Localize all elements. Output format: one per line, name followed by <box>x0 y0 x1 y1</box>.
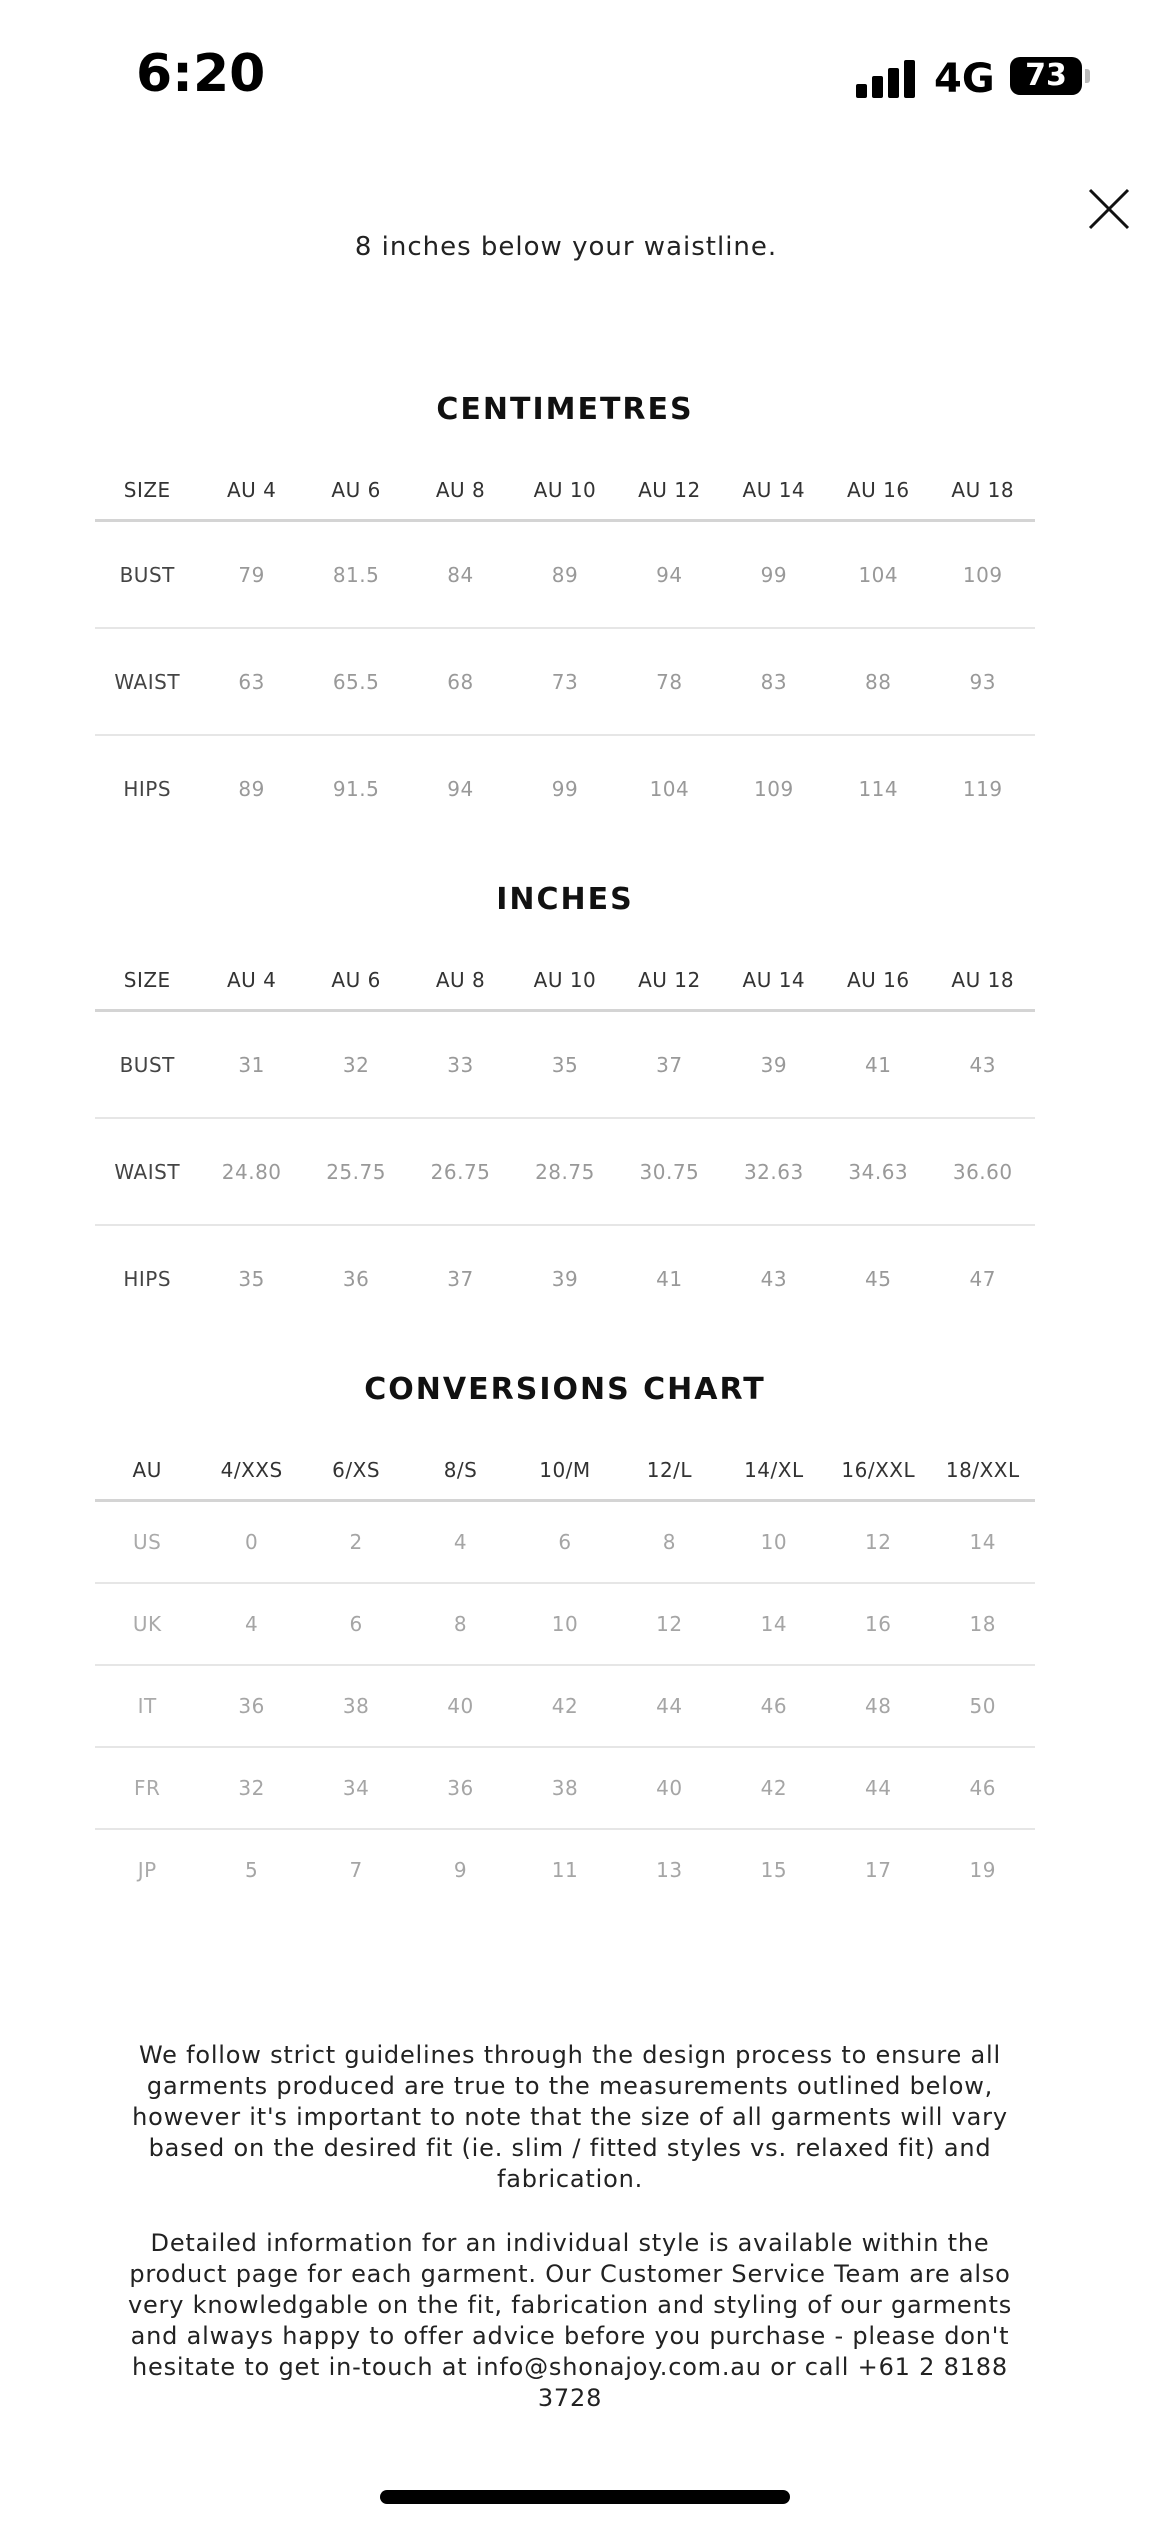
table-cell: 36.60 <box>931 1118 1036 1225</box>
home-indicator[interactable] <box>380 2490 790 2504</box>
centimetres-title: CENTIMETRES <box>436 392 694 427</box>
column-header: AU 14 <box>722 461 826 521</box>
close-icon <box>1086 186 1132 232</box>
table-cell: 109 <box>931 521 1036 629</box>
table-cell: 37 <box>447 1266 474 1291</box>
table-cell: 68 <box>408 628 512 735</box>
table-cell: 33 <box>408 1011 512 1119</box>
table-cell: 94 <box>447 776 474 801</box>
table-cell: 42 <box>513 1665 617 1747</box>
table-cell: 46 <box>722 1665 826 1747</box>
table-cell: 36 <box>199 1665 303 1747</box>
battery-icon <box>1010 57 1082 95</box>
table-cell: 73 <box>513 628 617 735</box>
signal-icon <box>856 58 916 98</box>
table-cell: 114 <box>858 776 899 801</box>
table-cell: 12 <box>826 1501 930 1584</box>
lead-text: 8 inches below your waistline. <box>354 232 778 262</box>
table-cell: 89 <box>513 521 617 629</box>
table-row <box>95 1118 1035 1225</box>
table-cell: 8 <box>408 1583 512 1665</box>
table-cell: 40 <box>408 1665 512 1747</box>
table-cell: 10 <box>722 1501 826 1584</box>
table-cell: 99 <box>551 776 579 801</box>
table-row <box>95 1665 1035 1747</box>
table-cell: 11 <box>551 1858 579 1882</box>
table-cell: 34 <box>304 1747 408 1829</box>
column-header: AU 16 <box>826 461 930 521</box>
column-header: AU 8 <box>408 461 512 521</box>
table-cell: 6 <box>513 1501 617 1584</box>
customer-service-text: Detailed information for an individual style is available within the product page for each garment. Our Customer Service Team are also very knowledgable on the fit, fabrication and styling of our garments and always happy to offer advice before you purchase - please don't hesitate to get in-touch at info@shonajoy.com.au or call +61 2 8188 3728 <box>127 2229 1013 2412</box>
column-header: AU 14 <box>722 951 826 1011</box>
table-header-row <box>95 1441 1035 1501</box>
table-cell: 31 <box>199 1011 303 1119</box>
column-header: 12/L <box>617 1441 721 1501</box>
table-cell: 46 <box>931 1747 1036 1829</box>
row-label: HIPS <box>123 776 172 801</box>
column-header: AU 4 <box>199 461 303 521</box>
column-header: AU 6 <box>304 951 408 1011</box>
column-header: AU 16 <box>826 951 930 1011</box>
row-label: WAIST <box>95 1118 199 1225</box>
table-cell: 15 <box>760 1858 788 1882</box>
table-header-row <box>95 951 1035 1011</box>
table-header-row <box>95 461 1035 521</box>
table-cell: 35 <box>513 1011 617 1119</box>
column-header: SIZE <box>95 951 199 1011</box>
close-button[interactable] <box>1086 186 1132 232</box>
fit-guidelines-text: We follow strict guidelines through the design process to ensure all garments produced are true to the measurements outlined below, however it's important to note that the size of all garments will vary based on the desired fit (ie. slim / fitted styles vs. relaxed fit) and fabrication. <box>132 2041 1008 2193</box>
table-cell: 43 <box>931 1011 1036 1119</box>
column-header: AU 18 <box>931 951 1036 1011</box>
column-header: AU 10 <box>513 951 617 1011</box>
table-cell: 89 <box>238 776 265 801</box>
table-cell: 6 <box>304 1583 408 1665</box>
table-row <box>95 1011 1035 1119</box>
table-cell: 36 <box>408 1747 512 1829</box>
row-label: BUST <box>95 521 199 629</box>
table-cell: 44 <box>826 1747 930 1829</box>
table-cell: 40 <box>617 1747 721 1829</box>
table-cell: 10 <box>513 1583 617 1665</box>
battery-level: 73 <box>1025 58 1067 93</box>
table-row <box>95 628 1035 735</box>
table-cell: 35 <box>238 1266 265 1291</box>
table-cell: 32 <box>199 1747 303 1829</box>
table-cell: 16 <box>826 1583 930 1665</box>
table-cell: 5 <box>245 1858 259 1882</box>
column-header: 18/XXL <box>931 1441 1036 1501</box>
table-cell: 8 <box>617 1501 721 1584</box>
conversions-title: CONVERSIONS CHART <box>364 1372 766 1407</box>
row-label: UK <box>95 1583 199 1665</box>
table-cell: 38 <box>513 1747 617 1829</box>
table-cell: 7 <box>349 1858 363 1882</box>
column-header: 6/XS <box>304 1441 408 1501</box>
conversions-section <box>95 1372 1035 1910</box>
table-cell: 44 <box>617 1665 721 1747</box>
row-label: WAIST <box>95 628 199 735</box>
table-cell: 48 <box>826 1665 930 1747</box>
column-header: AU 4 <box>199 951 303 1011</box>
table-cell: 88 <box>826 628 930 735</box>
table-cell: 84 <box>408 521 512 629</box>
table-row <box>95 1583 1035 1665</box>
table-cell: 94 <box>617 521 721 629</box>
column-header: AU 8 <box>408 951 512 1011</box>
table-cell: 13 <box>656 1858 683 1882</box>
table-cell: 19 <box>969 1858 996 1882</box>
column-header: AU 6 <box>304 461 408 521</box>
table-cell: 104 <box>649 776 690 801</box>
table-cell: 4 <box>199 1583 303 1665</box>
table-row <box>95 1747 1035 1829</box>
table-cell: 26.75 <box>408 1118 512 1225</box>
table-cell: 38 <box>304 1665 408 1747</box>
table-cell: 63 <box>199 628 303 735</box>
table-cell: 0 <box>199 1501 303 1584</box>
table-cell: 99 <box>722 521 826 629</box>
row-label: FR <box>95 1747 199 1829</box>
table-cell: 28.75 <box>513 1118 617 1225</box>
table-cell: 39 <box>551 1266 579 1291</box>
table-cell: 37 <box>617 1011 721 1119</box>
table-cell: 41 <box>826 1011 930 1119</box>
table-cell: 25.75 <box>304 1118 408 1225</box>
column-header: 16/XXL <box>826 1441 930 1501</box>
row-label: JP <box>137 1858 157 1882</box>
table-cell: 39 <box>722 1011 826 1119</box>
table-cell: 109 <box>754 776 794 801</box>
table-cell: 79 <box>199 521 303 629</box>
column-header: 8/S <box>408 1441 512 1501</box>
table-row <box>95 1829 1035 1910</box>
table-cell: 83 <box>722 628 826 735</box>
table-cell: 41 <box>656 1266 683 1291</box>
table-cell: 17 <box>865 1858 892 1882</box>
inches-table <box>95 951 1035 1331</box>
status-time: 6:20 <box>136 44 266 104</box>
column-header: 4/XXS <box>199 1441 303 1501</box>
inches-title: INCHES <box>496 882 634 917</box>
column-header: AU 12 <box>617 951 721 1011</box>
table-cell: 30.75 <box>617 1118 721 1225</box>
table-cell: 119 <box>962 776 1003 801</box>
row-label: HIPS <box>123 1266 172 1291</box>
table-cell: 81.5 <box>304 521 408 629</box>
table-cell: 12 <box>617 1583 721 1665</box>
row-label: IT <box>95 1665 199 1747</box>
conversions-table <box>95 1441 1035 1910</box>
table-cell: 32.63 <box>722 1118 826 1225</box>
table-cell: 24.80 <box>199 1118 303 1225</box>
table-cell: 91.5 <box>332 776 380 801</box>
table-cell: 32 <box>304 1011 408 1119</box>
column-header: 10/M <box>513 1441 617 1501</box>
table-cell: 4 <box>408 1501 512 1584</box>
centimetres-table <box>95 461 1035 841</box>
column-header: SIZE <box>95 461 199 521</box>
table-cell: 78 <box>617 628 721 735</box>
table-cell: 45 <box>865 1266 892 1291</box>
column-header: AU 10 <box>513 461 617 521</box>
table-cell: 18 <box>931 1583 1036 1665</box>
battery-nub <box>1085 69 1090 83</box>
table-row <box>95 1225 1035 1331</box>
table-row <box>95 521 1035 629</box>
column-header: AU <box>95 1441 199 1501</box>
table-row <box>95 1501 1035 1584</box>
table-cell: 9 <box>453 1858 468 1882</box>
table-cell: 14 <box>722 1583 826 1665</box>
table-cell: 14 <box>931 1501 1036 1584</box>
row-label: US <box>95 1501 199 1584</box>
table-row <box>95 735 1035 841</box>
inches-section <box>95 882 1035 1331</box>
centimetres-section <box>95 392 1035 841</box>
table-cell: 34.63 <box>826 1118 930 1225</box>
table-cell: 36 <box>342 1266 370 1291</box>
network-type: 4G <box>934 56 995 102</box>
table-cell: 43 <box>760 1266 788 1291</box>
column-header: AU 12 <box>617 461 721 521</box>
column-header: AU 18 <box>931 461 1036 521</box>
column-header: 14/XL <box>722 1441 826 1501</box>
table-cell: 2 <box>304 1501 408 1584</box>
table-cell: 93 <box>931 628 1036 735</box>
table-cell: 47 <box>969 1266 996 1291</box>
table-cell: 42 <box>722 1747 826 1829</box>
table-cell: 65.5 <box>304 628 408 735</box>
table-cell: 104 <box>826 521 930 629</box>
table-cell: 50 <box>931 1665 1036 1747</box>
row-label: BUST <box>95 1011 199 1119</box>
